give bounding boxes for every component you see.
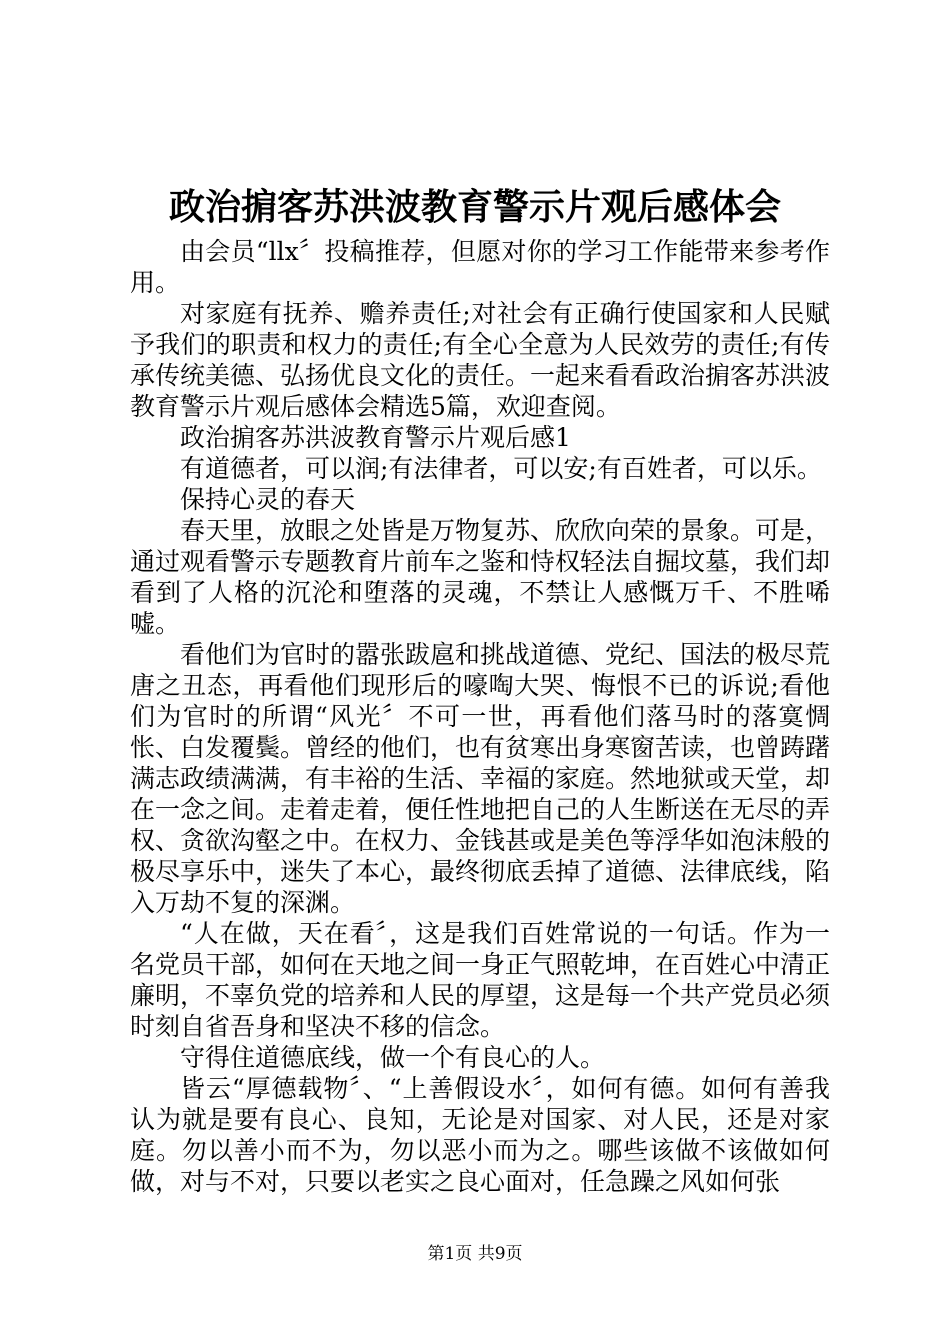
document-body xyxy=(130,236,830,1197)
paragraph: “人在做，天在看〞，这是我们百姓常说的一句话。作为一名党员干部，如何在天地之间一身正气照乾坤，在百姓心中清正廉明，不辜负党的培养和人民的厚望，这是每一个共产党员必须时刻自省吾身和坚决不移的信念。 xyxy=(130,919,831,1041)
page-title: 政治掮客苏洪波教育警示片观后感体会 xyxy=(168,186,781,228)
paragraph: 皆云“厚德载物〞、“上善假设水〞，如何有德。如何有善我认为就是要有良心、良知，无论是对国家、对人民，还是对家庭。勿以善小而不为，勿以恶小而为之。哪些该做不该做如何做，对与不对，只要以老实之良心面对，任急躁之风如何张 xyxy=(130,1074,830,1196)
section-heading: 政治掮客苏洪波教育警示片观后感1 xyxy=(180,423,571,452)
paragraph: 春天里，放眼之处皆是万物复苏、欣欣向荣的景象。可是，通过观看警示专题教育片前车之鉴和恃权轻法自掘坟墓，我们却看到了人格的沉沦和堕落的灵魂，不禁让人感慨万千、不胜唏嘘。 xyxy=(130,516,831,638)
paragraph: 有道德者，可以润;有法律者，可以安;有百姓者，可以乐。 xyxy=(180,454,822,483)
page-footer: 第1页 共9页 xyxy=(427,1244,523,1264)
paragraph: 看他们为官时的嚣张跋扈和挑战道德、党纪、国法的极尽荒唐之丑态，再看他们现形后的嚎啕大哭、悔恨不已的诉说;看他们为官时的所谓“风光〞不可一世，再看他们落马时的落寞惆怅、白发覆鬓。曾经的他们，也有贫寒出身寒窗苦读，也曾踌躇满志政绩满满，有丰裕的生活、幸福的家庭。然地狱或天堂，却在一念之间。走着走着，便任性地把自己的人生断送在无尽的弄权、贪欲沟壑之中。在权力、金钱甚或是美色等浮华如泡沫般的极尽享乐中，迷失了本心，最终彻底丢掉了道德、法律底线，陷入万劫不复的深渊。 xyxy=(130,640,831,917)
paragraph: 对家庭有抚养、赡养责任;对社会有正确行使国家和人民赋予我们的职责和权力的责任;有全心全意为人民效劳的责任;有传承传统美德、弘扬优良文化的责任。一起来看看政治掮客苏洪波教育警示片观后感体会精选5篇，欢迎查阅。 xyxy=(130,299,831,421)
paragraph: 守得住道德底线，做一个有良心的人。 xyxy=(180,1043,606,1072)
paragraph: 由会员“llx〞投稿推荐，但愿对你的学习工作能带来参考作用。 xyxy=(130,237,830,297)
section-subheading: 保持心灵的春天 xyxy=(180,485,356,514)
